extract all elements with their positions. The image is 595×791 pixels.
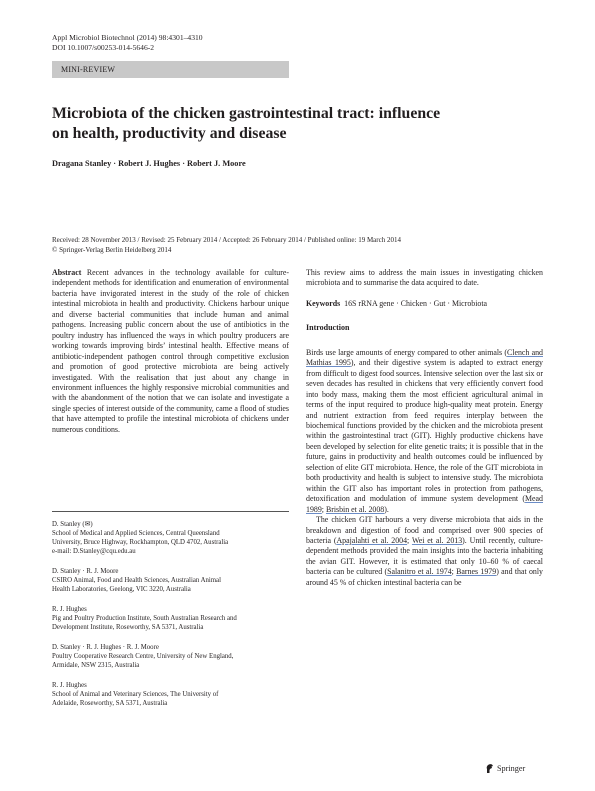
citation-link[interactable]: Mead 1989 <box>306 494 543 514</box>
keywords-label: Keywords <box>306 298 341 308</box>
keywords-list: 16S rRNA gene · Chicken · Gut · Microbiota <box>344 298 488 308</box>
abstract-label: Abstract <box>52 268 82 277</box>
affiliation-line: Pig and Poultry Production Institute, South Australian Research and <box>52 615 237 622</box>
abstract-text: Recent advances in the technology available for culture-independent methods for identification and enumeration of environmental bacteria have invigorated interest in the study of the role of chicken intestinal microbiota in health and productivity. Chickens harbour unique and diverse bacterial communities that include human and animal pathogens. Increasing public concern about the use of antibiotics in the poultry industry has influenced the ways in which poultry producers are working towards improving birds’ intestinal health. Effective means of antibiotic-independent pathogen control through competitive exclusion and promotion of good protective microbiota are being actively investigated. With the realisation that just about any change in environment influences the highly responsive microbial communities and with the abandonment of the notion that we can isolate and investigate a single species of interest outside of the community, came a flood of studies that have attempted to profile the intestinal microbiota of chickens under numerous conditions. <box>52 268 289 434</box>
affiliation-line: Poultry Cooperative Research Centre, University of New England, <box>52 653 234 660</box>
affiliation-block <box>52 681 289 708</box>
affiliation-line: School of Medical and Applied Sciences, Central Queensland <box>52 530 220 537</box>
text-run: ). <box>384 504 389 514</box>
text-run: ; <box>407 535 412 545</box>
intro-paragraph-1 <box>306 348 543 515</box>
intro-paragraph-2 <box>306 515 543 588</box>
citation-link[interactable]: Barnes 1979 <box>456 567 497 577</box>
citation-link[interactable]: Wei et al. 2013 <box>411 535 463 545</box>
citation-link[interactable]: Apajalahti et al. 2004 <box>336 535 408 545</box>
affiliation-line: Health Laboratories, Geelong, VIC 3220, Australia <box>52 586 191 593</box>
affiliation-authors: R. J. Hughes <box>52 682 87 689</box>
affiliation-line: Armidale, NSW 2315, Australia <box>52 662 140 669</box>
doi: DOI 10.1007/s00253-014-5646-2 <box>52 43 155 52</box>
affiliation-block <box>52 520 289 556</box>
article-title-line-2: on health, productivity and disease <box>52 125 287 142</box>
citation-link[interactable]: Salanitro et al. 1974 <box>387 567 452 577</box>
abstract <box>52 268 289 435</box>
springer-horse-icon <box>485 763 494 774</box>
publisher-name: Springer <box>497 764 526 773</box>
affiliation-authors: D. Stanley · R. J. Moore <box>52 568 119 575</box>
introduction-heading: Introduction <box>306 323 350 333</box>
citation-link[interactable]: Brisbin et al. 2008 <box>325 504 385 514</box>
main-text-column <box>306 268 543 588</box>
article-title-line-1: Microbiota of the chicken gastrointestinal tract: influence <box>52 105 441 122</box>
publisher-logo <box>485 763 525 774</box>
text-run: ; <box>451 567 457 577</box>
author-list: Dragana Stanley · Robert J. Hughes · Robert J. Moore <box>52 159 246 168</box>
affiliation-block <box>52 643 289 670</box>
affiliation-line: CSIRO Animal, Food and Health Sciences, Australian Animal <box>52 577 221 584</box>
text-run: ; <box>321 504 326 514</box>
text-run: The chicken GIT harbours a very diverse microbiota that aids in the breakdown and digestion of food and comprised over 900 species of bacteria ( <box>306 515 543 545</box>
journal-citation: Appl Microbiol Biotechnol (2014) 98:4301–4310 <box>52 33 203 42</box>
aims-paragraph: This review aims to address the main issues in investigating chicken microbiota and to summarise the data acquired to date. <box>306 268 543 288</box>
affiliation-authors: D. Stanley · R. J. Hughes · R. J. Moore <box>52 644 159 651</box>
citation-link[interactable]: Clench and Mathias 1995 <box>306 347 543 368</box>
article-type-band: MINI-REVIEW <box>52 61 289 78</box>
affiliation-authors: R. J. Hughes <box>52 606 87 613</box>
text-run: ). Until recently, culture-dependent methods provided the main insights into the bacteria inhabiting the avian GIT. However, it is estimated that only 10–60 % of caecal bacteria can be cultured ( <box>306 535 543 577</box>
affiliation-line: University, Bruce Highway, Rockhampton, QLD 4702, Australia <box>52 539 229 546</box>
affiliation-line: e-mail: D.Stanley@cqu.edu.au <box>52 548 136 555</box>
text-run: ) and that only around 45 % of chicken intestinal bacteria can be <box>306 567 543 587</box>
text-run: ), and their digestive system is adapted to extract energy from difficult to digest food sources. Intensive selection over the last six or seven decades has resulted in chickens that very efficiently convert food into body mass, making them the most efficient agricultural animal in terms of the input required to produce high-quality meat protein. Energy and nutrient extraction from feed requires interplay between the biochemical functions provided by the chicken and the microbiota present within the gastrointestinal tract (GIT). Highly productive chickens have been developed by selection for elite genetic traits; it is possible that in the future, gains in productivity and health outcomes could be influenced by selection of elite GIT microbiota. Hence, the role of the GIT microbiota in both productivity and health is subject to intensive study. The microbiota within the GIT also has important roles in protection from pathogens, detoxification and modulation of immune system development ( <box>306 358 543 504</box>
affiliation-authors: D. Stanley (✉) <box>52 521 93 528</box>
article-title <box>52 104 532 144</box>
keywords-line <box>306 299 543 309</box>
affiliation-line: Adelaide, Roseworthy, SA 5371, Australia <box>52 700 168 707</box>
affiliation-block <box>52 567 289 594</box>
footnote-divider <box>52 511 289 512</box>
copyright-line: © Springer-Verlag Berlin Heidelberg 2014 <box>52 246 172 254</box>
text-run: Birds use large amounts of energy compared to other animals ( <box>306 347 507 357</box>
publication-dates <box>52 235 552 255</box>
affiliation-block <box>52 605 289 632</box>
affiliation-line: Development Institute, Roseworthy, SA 5371, Australia <box>52 624 204 631</box>
affiliation-line: School of Animal and Veterinary Sciences, The University of <box>52 691 219 698</box>
received-dates-line: Received: 28 November 2013 / Revised: 25 February 2014 / Accepted: 26 February 2014 / Published online: 19 March 2014 <box>52 236 401 244</box>
